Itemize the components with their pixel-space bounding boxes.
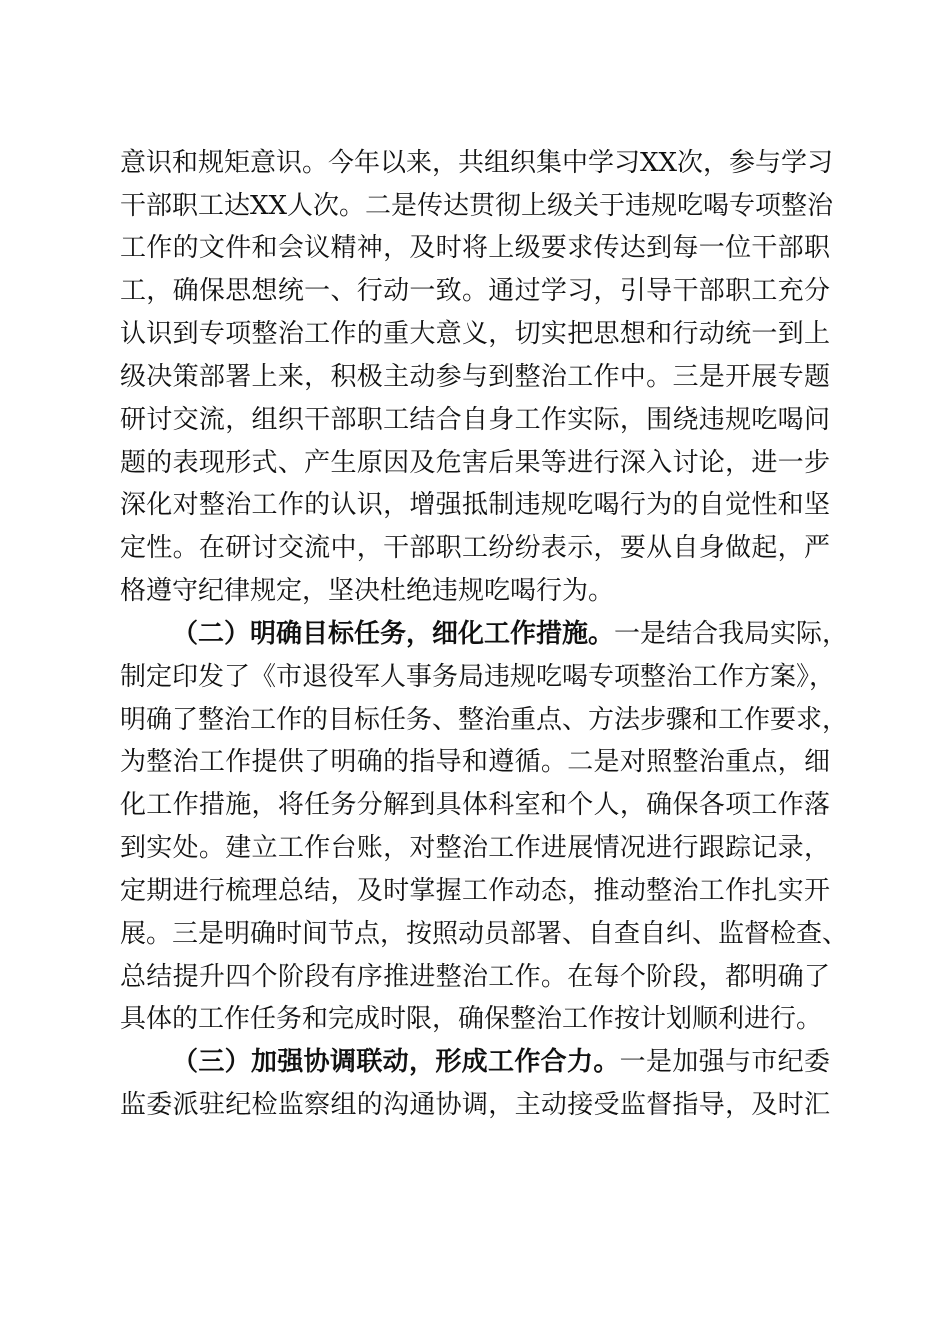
text-line: 总结提升四个阶段有序推进整治工作。在每个阶段，都明确了	[120, 962, 830, 992]
section-text: 一是加强与市纪委	[619, 1047, 830, 1077]
text-line: 级决策部署上来，积极主动参与到整治工作中。三是开展专题	[120, 362, 830, 392]
text-line: 具体的工作任务和完成时限，确保整治工作按计划顺利进行。	[120, 1004, 823, 1034]
text-line: 工，确保思想统一、行动一致。通过学习，引导干部职工充分	[120, 276, 830, 306]
text-line: 认识到专项整治工作的重大意义，切实把思想和行动统一到上	[120, 319, 830, 349]
text-line: 监委派驻纪检监察组的沟通协调，主动接受监督指导，及时汇	[120, 1090, 830, 1120]
section-heading: （二）明确目标任务，细化工作措施。	[172, 619, 615, 649]
text-line: 为整治工作提供了明确的指导和遵循。二是对照整治重点，细	[120, 747, 830, 777]
text-line: 意识和规矩意识。今年以来，共组织集中学习XX次，参与学习	[120, 148, 834, 178]
text-line: 化工作措施，将任务分解到具体科室和个人，确保各项工作落	[120, 790, 830, 820]
section-heading-line	[172, 1042, 830, 1082]
text-line: 格遵守纪律规定，坚决杜绝违规吃喝行为。	[120, 576, 615, 606]
text-line: 深化对整治工作的认识，增强抵制违规吃喝行为的自觉性和坚	[120, 490, 830, 520]
section-heading-line	[172, 614, 849, 654]
section-text: 一是结合我局实际，	[614, 619, 849, 649]
text-line: 定期进行梳理总结，及时掌握工作动态，推动整治工作扎实开	[120, 876, 830, 906]
text-line: 制定印发了《市退役军人事务局违规吃喝专项整治工作方案》，	[120, 662, 836, 692]
text-line: 到实处。建立工作台账，对整治工作进展情况进行跟踪记录，	[120, 833, 830, 863]
text-line: 题的表现形式、产生原因及危害后果等进行深入讨论，进一步	[120, 448, 830, 478]
text-line: 明确了整治工作的目标任务、整治重点、方法步骤和工作要求，	[120, 705, 849, 735]
text-line: 干部职工达XX人次。二是传达贯彻上级关于违规吃喝专项整治	[120, 191, 834, 221]
text-line: 工作的文件和会议精神，及时将上级要求传达到每一位干部职	[120, 233, 830, 263]
section-heading: （三）加强协调联动，形成工作合力。	[172, 1047, 620, 1077]
text-line: 定性。在研讨交流中，干部职工纷纷表示，要从自身做起，严	[120, 533, 830, 563]
text-line: 研讨交流，组织干部职工结合自身工作实际，围绕违规吃喝问	[120, 405, 830, 435]
text-line: 展。三是明确时间节点，按照动员部署、自查自纠、监督检查、	[120, 919, 849, 949]
